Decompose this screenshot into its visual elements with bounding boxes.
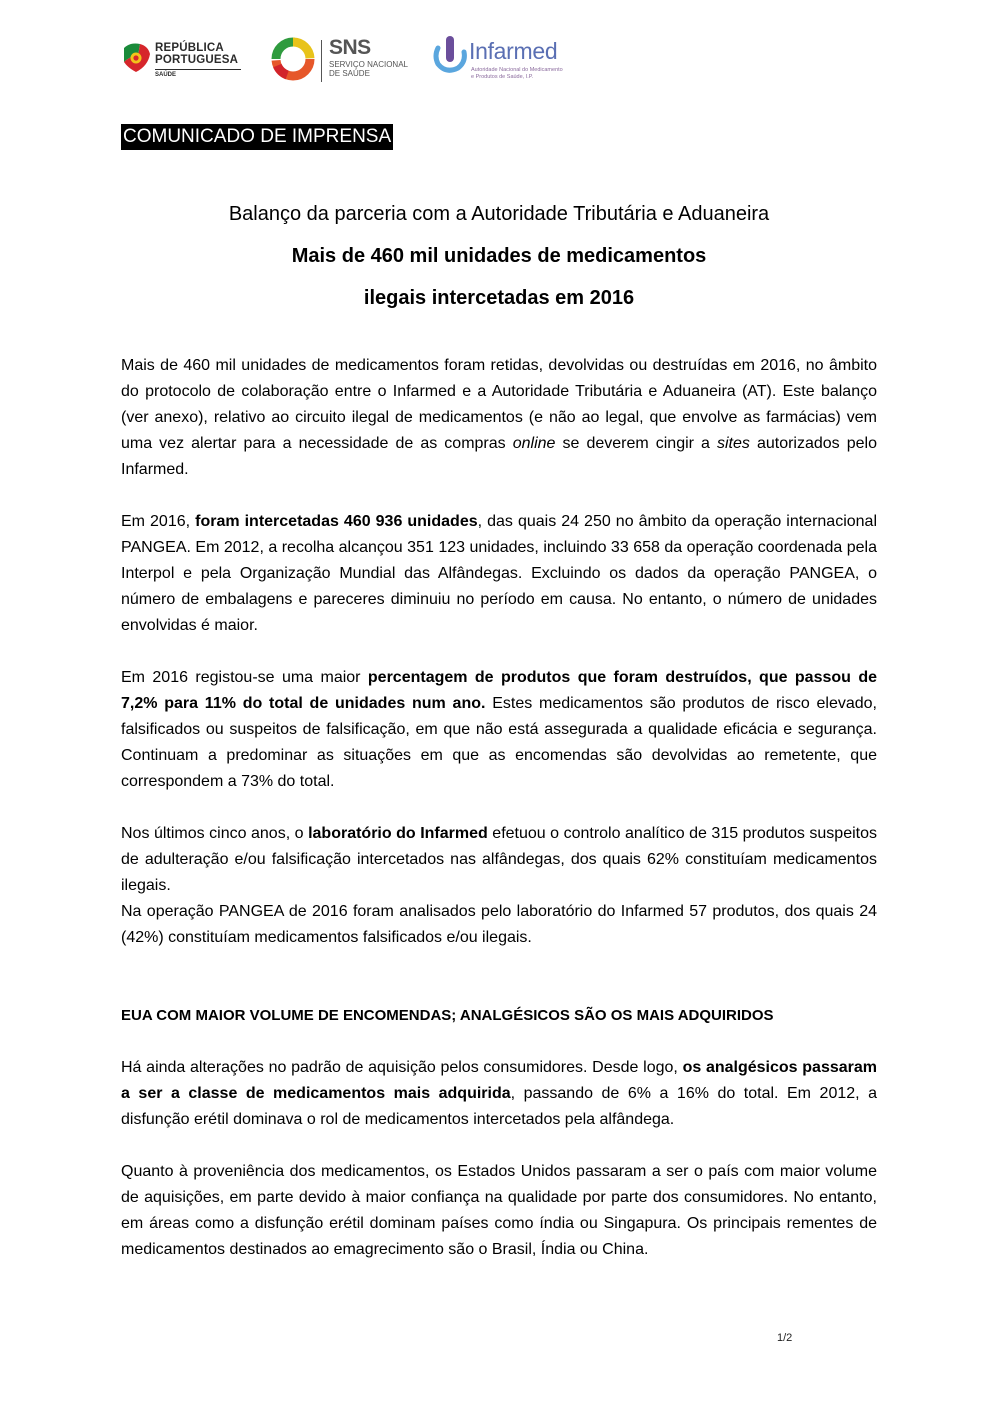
sns-line1: SERVIÇO NACIONAL — [329, 60, 408, 69]
press-release-label: COMUNICADO DE IMPRENSA — [121, 124, 393, 150]
body-text — [121, 353, 877, 1263]
sns-ring-icon — [270, 36, 316, 82]
page-number: 1/2 — [777, 1332, 793, 1344]
subtitle: Balanço da parceria com a Autoridade Tributária e Aduaneira — [228, 203, 770, 225]
infarmed-wordmark: Infarmed — [469, 38, 558, 64]
main-title-line1: Mais de 460 mil unidades de medicamentos — [291, 245, 707, 267]
infarmed-sub1: Autoridade Nacional do Medicamento — [471, 67, 563, 73]
portugal-shield-icon — [122, 42, 152, 74]
paragraph-3: Em 2016 registou-se uma maior percentagem de produtos que foram destruídos, que passou de 7,2% para 11% do total de unidades num ano. Estes medicamentos são produtos de risco elevado, falsificados ou suspeitos de falsificação, em que não está assegurada a qualidade eficácia e segurança. Continuam a predominar as situações em que as encomendas são devolvidas ao remetente, que correspondem a 73% do total. — [121, 669, 878, 790]
infarmed-sub2: e Produtos de Saúde, I.P. — [471, 73, 534, 80]
title-block — [121, 198, 877, 314]
republica-line2: PORTUGUESA — [155, 54, 239, 66]
sns-logo — [270, 36, 410, 86]
paragraph-2: Em 2016, foram intercetadas 460 936 unidades, das quais 24 250 no âmbito da operação internacional PANGEA. Em 2012, a recolha alcançou 351 123 unidades, incluindo 33 658 da operação coordenada pela Interpol e pela Organização Mundial das Alfândegas. Excluindo os dados da operação PANGEA, o número de embalagens e pareceres diminuiu no período em causa. No entanto, o número de unidades envolvidas é maior. — [121, 513, 878, 634]
paragraph-6: Há ainda alterações no padrão de aquisição pelos consumidores. Desde logo, os analgésicos passaram a ser a classe de medicamentos mais adquirida, passando de 6% a 16% do total. Em 2012, a disfunção erétil dominava o rol de medicamentos intercetados pela alfândega. — [121, 1059, 878, 1128]
paragraph-1: Mais de 460 mil unidades de medicamentos foram retidas, devolvidas ou destruídas em 2016, no âmbito do protocolo de colaboração entre o Infarmed e a Autoridade Tributária e Aduaneira (AT). Este balanço (ver anexo), relativo ao circuito ilegal de medicamentos (e não ao legal, que envolve as farmácias) vem uma vez alertar para a necessidade de as compras online se deverem cingir a sites autorizados pelo Infarmed. — [121, 357, 877, 478]
sns-acronym: SNS — [329, 36, 371, 59]
header-logos — [122, 32, 582, 92]
republica-line1: REPÚBLICA — [155, 42, 224, 54]
main-title-line2: ilegais intercetadas em 2016 — [363, 287, 635, 309]
republica-sub: SAÚDE — [155, 69, 241, 78]
paragraph-4: Nos últimos cinco anos, o laboratório do Infarmed efetuou o controlo analítico de 315 produtos suspeitos de adulteração e/ou falsificação intercetados nas alfândegas, dos quais 62% constituíam medicamentos ilegais. — [121, 825, 878, 894]
section-heading: EUA COM MAIOR VOLUME DE ENCOMENDAS; ANALGÉSICOS SÃO OS MAIS ADQUIRIDOS — [121, 1007, 774, 1024]
paragraph-5: Na operação PANGEA de 2016 foram analisados pelo laboratório do Infarmed 57 produtos, dos quais 24 (42%) constituíam medicamentos falsificados e/ou ilegais. — [121, 903, 877, 946]
paragraph-7: Quanto à proveniência dos medicamentos, os Estados Unidos passaram a ser o país com maior volume de aquisições, em parte devido à maior confiança na qualidade por parte dos consumidores. No entanto, em áreas como a disfunção erétil dominam países como índia ou Singapura. Os principais rementes de medicamentos destinados ao emagrecimento são o Brasil, Índia ou China. — [121, 1163, 877, 1258]
sns-line2: DE SAÚDE — [329, 69, 370, 78]
infarmed-mark-icon — [432, 34, 468, 74]
infarmed-logo — [432, 34, 582, 86]
republica-portuguesa-logo — [122, 40, 247, 85]
sns-divider — [321, 40, 322, 82]
